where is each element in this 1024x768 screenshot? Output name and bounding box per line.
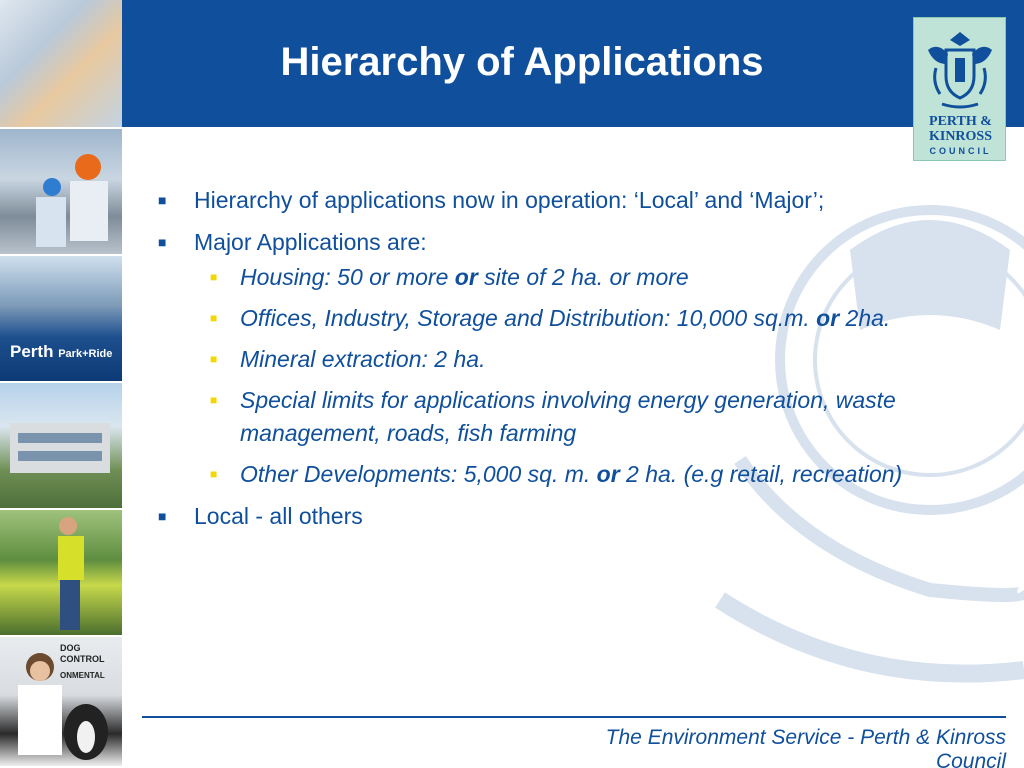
sub-bullet-item: ■ Mineral extraction: 2 ha. (150, 343, 910, 376)
small-square-bullet-icon: ■ (210, 352, 218, 366)
sub-bullet-item: ■ Special limits for applications involving energy generation, waste management, roads, fish farming (150, 384, 910, 450)
photo-brochures (0, 0, 122, 129)
logo-text-line2: KINROSS (928, 129, 993, 144)
photo-dog-warden (0, 637, 122, 768)
bullet-item: ■ Major Applications are: ■ Housing: 50 or more or site of 2 ha. or more ■ Offices, Industry, Storage and Distribution: 10,000 sq.m. or 2ha. ■ Mineral extraction: 2 ha. ■ Special limits for applications involving energy generation, waste management, roads, fish farming ■ Other Developments: 5,000 sq. m. or 2 ha. (e.g retail, recreation) (150, 226, 910, 491)
crest-icon (922, 24, 998, 114)
photo-inspectors (0, 129, 122, 256)
sub-bullet-list (150, 261, 910, 491)
bullet-list (150, 184, 910, 542)
small-square-bullet-icon: ■ (210, 311, 218, 325)
park-and-ride-sign: Perth Park+Ride (10, 342, 113, 361)
sub-bullet-item: ■ Housing: 50 or more or site of 2 ha. or more (150, 261, 910, 294)
logo-text-line1: PERTH & (929, 114, 992, 129)
square-bullet-icon: ■ (158, 508, 167, 524)
worker-illustration (0, 510, 122, 637)
photo-park-and-ride (0, 256, 122, 383)
footer-divider (142, 716, 1006, 718)
slide-title: Hierarchy of Applications (280, 40, 764, 84)
small-square-bullet-icon: ■ (210, 393, 218, 407)
square-bullet-icon: ■ (158, 192, 167, 208)
small-square-bullet-icon: ■ (210, 467, 218, 481)
square-bullet-icon: ■ (158, 234, 167, 250)
photo-strip (0, 0, 122, 768)
footer-text: The Environment Service - Perth & Kinross Council (605, 726, 1006, 768)
environmental-sign: ONMENTAL (60, 671, 105, 680)
logo-text-line3: COUNCIL (929, 146, 992, 156)
dog-control-sign: DOG CONTROL (60, 643, 105, 664)
bullet-item: ■ Hierarchy of applications now in operation: ‘Local’ and ‘Major’; (150, 184, 910, 217)
sub-bullet-item: ■ Offices, Industry, Storage and Distribution: 10,000 sq.m. or 2ha. (150, 302, 910, 335)
bullet-item: ■ Local - all others (150, 500, 910, 533)
photo-office-building (0, 383, 122, 510)
inspectors-illustration (0, 129, 122, 256)
sub-bullet-item: ■ Other Developments: 5,000 sq. m. or 2 ha. (e.g retail, recreation) (150, 458, 910, 491)
small-square-bullet-icon: ■ (210, 270, 218, 284)
building-illustration (0, 383, 122, 510)
photo-garden-worker (0, 510, 122, 637)
